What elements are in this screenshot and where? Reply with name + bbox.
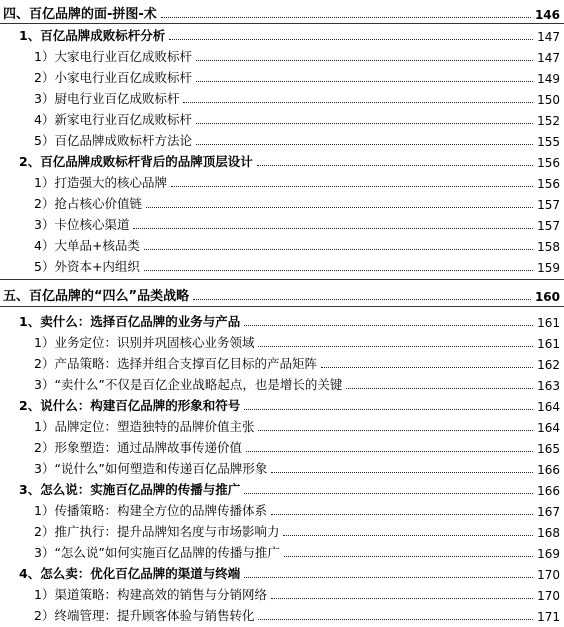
- toc-entry-title: 2）小家电行业百亿成败标杆: [34, 70, 192, 85]
- toc-entry-title: 2）形象塑造：通过品牌故事传递价值: [34, 440, 242, 455]
- dot-leader: [144, 248, 533, 250]
- toc-entry-title: 1）打造强大的核心品牌: [34, 175, 167, 190]
- toc-entry-title: 4、怎么卖：优化百亿品牌的渠道与终端: [19, 566, 241, 581]
- dot-leader: [271, 597, 533, 599]
- toc-page-number: 149: [537, 72, 560, 86]
- toc-entry-title: 4）大单品+核品类: [34, 238, 140, 253]
- toc-page-number: 164: [537, 421, 560, 435]
- toc-page-number: 146: [534, 8, 560, 22]
- toc-page-number: 163: [537, 379, 560, 393]
- toc-entry-chapter[interactable]: [0, 2, 564, 22]
- toc-entry-title: 1）大家电行业百亿成败标杆: [34, 49, 192, 64]
- dot-leader: [169, 38, 533, 40]
- toc-page-number: 161: [537, 337, 560, 351]
- dot-leader: [244, 576, 533, 578]
- toc-page-number: 157: [537, 219, 560, 233]
- dot-leader: [193, 298, 531, 300]
- toc-entry-subsection[interactable]: [0, 234, 564, 254]
- toc-entry-subsection[interactable]: [0, 213, 564, 233]
- toc-entry-title: 3、怎么说：实施百亿品牌的传播与推广: [19, 482, 241, 497]
- toc-entry-section[interactable]: [0, 478, 564, 498]
- dot-leader: [258, 345, 533, 347]
- toc-entry-title: 1）品牌定位：塑造独特的品牌价值主张: [34, 419, 255, 434]
- toc-page-number: 158: [537, 240, 560, 254]
- dot-leader: [183, 101, 533, 103]
- toc-entry-title: 2）抢占核心价值链: [34, 196, 142, 211]
- dot-leader: [171, 185, 533, 187]
- toc-page-number: 168: [537, 526, 560, 540]
- toc-entry-subsection[interactable]: [0, 352, 564, 372]
- chapter-divider: [0, 306, 564, 307]
- toc-entry-title: 3）厨电行业百亿成败标杆: [34, 91, 180, 106]
- toc-entry-title: 1、卖什么：选择百亿品牌的业务与产品: [19, 314, 241, 329]
- toc-entry-title: 2）终端管理：提升顾客体验与销售转化: [34, 608, 255, 623]
- dot-leader: [196, 122, 533, 124]
- toc-entry-subsection[interactable]: [0, 45, 564, 65]
- toc-entry-title: 4）新家电行业百亿成败标杆: [34, 112, 192, 127]
- toc-entry-title: 五、百亿品牌的“四么”品类战略: [3, 289, 190, 304]
- toc-entry-title: 5）百亿品牌成败标杆方法论: [34, 133, 192, 148]
- dot-leader: [258, 618, 533, 620]
- toc-entry-subsection[interactable]: [0, 436, 564, 456]
- toc-entry-subsection[interactable]: [0, 373, 564, 393]
- dot-leader: [196, 143, 533, 145]
- toc-page-number: 156: [537, 177, 560, 191]
- toc-entry-title: 1）渠道策略：构建高效的销售与分销网络: [34, 587, 267, 602]
- toc-entry-title: 3）“说什么”如何塑造和传递百亿品牌形象: [34, 461, 268, 476]
- toc-page-number: 162: [537, 358, 560, 372]
- toc-entry-subsection[interactable]: [0, 499, 564, 519]
- dot-leader: [244, 324, 533, 326]
- toc-entry-chapter[interactable]: [0, 284, 564, 304]
- toc-entry-subsection[interactable]: [0, 66, 564, 86]
- toc-entry-section[interactable]: [0, 394, 564, 414]
- toc-entry-subsection[interactable]: [0, 541, 564, 561]
- toc-page-number: 170: [537, 589, 560, 603]
- dot-leader: [284, 555, 533, 557]
- dot-leader: [244, 408, 533, 410]
- toc-entry-subsection[interactable]: [0, 583, 564, 603]
- toc-page-number: 160: [534, 290, 560, 304]
- toc-page-number: 152: [537, 114, 560, 128]
- toc-page-number: 170: [537, 568, 560, 582]
- toc-entry-title: 5）外资本+内组织: [34, 259, 140, 274]
- toc-entry-subsection[interactable]: [0, 108, 564, 128]
- dot-leader: [146, 206, 533, 208]
- toc-entry-subsection[interactable]: [0, 129, 564, 149]
- dot-leader: [244, 492, 533, 494]
- toc-entry-subsection[interactable]: [0, 255, 564, 275]
- toc-entry-title: 1、百亿品牌成败标杆分析: [19, 28, 166, 43]
- toc-entry-title: 四、百亿品牌的面-拼图-术: [3, 7, 157, 22]
- toc-page-number: 147: [537, 51, 560, 65]
- toc-page-number: 166: [537, 463, 560, 477]
- dot-leader: [271, 513, 533, 515]
- toc-page-number: 165: [537, 442, 560, 456]
- toc-entry-subsection[interactable]: [0, 457, 564, 477]
- toc-page-number: 171: [537, 610, 560, 624]
- toc-entry-title: 2、说什么：构建百亿品牌的形象和符号: [19, 398, 241, 413]
- toc-page-number: 147: [537, 30, 560, 44]
- toc-page-number: 166: [537, 484, 560, 498]
- dot-leader: [346, 387, 533, 389]
- toc-page-number: 159: [537, 261, 560, 275]
- toc-entry-subsection[interactable]: [0, 171, 564, 191]
- dot-leader: [161, 16, 531, 18]
- dot-leader: [133, 227, 533, 229]
- toc-entry-title: 2）推广执行：提升品牌知名度与市场影响力: [34, 524, 280, 539]
- toc-page-number: 169: [537, 547, 560, 561]
- toc-page-number: 164: [537, 400, 560, 414]
- toc-entry-subsection[interactable]: [0, 331, 564, 351]
- toc-page-number: 167: [537, 505, 560, 519]
- chapter-divider: [0, 279, 564, 280]
- toc-entry-title: 3）“卖什么”不仅是百亿企业战略起点，也是增长的关键: [34, 377, 343, 392]
- toc-entry-title: 3）“怎么说”如何实施百亿品牌的传播与推广: [34, 545, 280, 560]
- toc-entry-subsection[interactable]: [0, 604, 564, 624]
- toc-entry-subsection[interactable]: [0, 192, 564, 212]
- dot-leader: [144, 269, 533, 271]
- dot-leader: [196, 59, 533, 61]
- toc-entry-section[interactable]: [0, 310, 564, 330]
- toc-entry-section[interactable]: [0, 150, 564, 170]
- dot-leader: [196, 80, 533, 82]
- dot-leader: [271, 471, 533, 473]
- toc-page-number: 157: [537, 198, 560, 212]
- toc-page-number: 155: [537, 135, 560, 149]
- toc-entry-subsection[interactable]: [0, 415, 564, 435]
- dot-leader: [283, 534, 533, 536]
- toc-entry-title: 1）业务定位：识别并巩固核心业务领域: [34, 335, 255, 350]
- toc-entry-section[interactable]: [0, 24, 564, 44]
- toc-entry-title: 2）产品策略：选择并组合支撑百亿目标的产品矩阵: [34, 356, 317, 371]
- toc-entry-subsection[interactable]: [0, 87, 564, 107]
- dot-leader: [246, 450, 533, 452]
- toc-entry-title: 1）传播策略：构建全方位的品牌传播体系: [34, 503, 267, 518]
- dot-leader: [321, 366, 533, 368]
- toc-page-number: 161: [537, 316, 560, 330]
- toc-entry-subsection[interactable]: [0, 520, 564, 540]
- toc-page-number: 150: [537, 93, 560, 107]
- toc-entry-section[interactable]: [0, 562, 564, 582]
- toc-entry-title: 2、百亿品牌成败标杆背后的品牌顶层设计: [19, 154, 253, 169]
- toc-entry-title: 3）卡位核心渠道: [34, 217, 130, 232]
- dot-leader: [258, 429, 533, 431]
- dot-leader: [257, 164, 533, 166]
- toc-page-number: 156: [537, 156, 560, 170]
